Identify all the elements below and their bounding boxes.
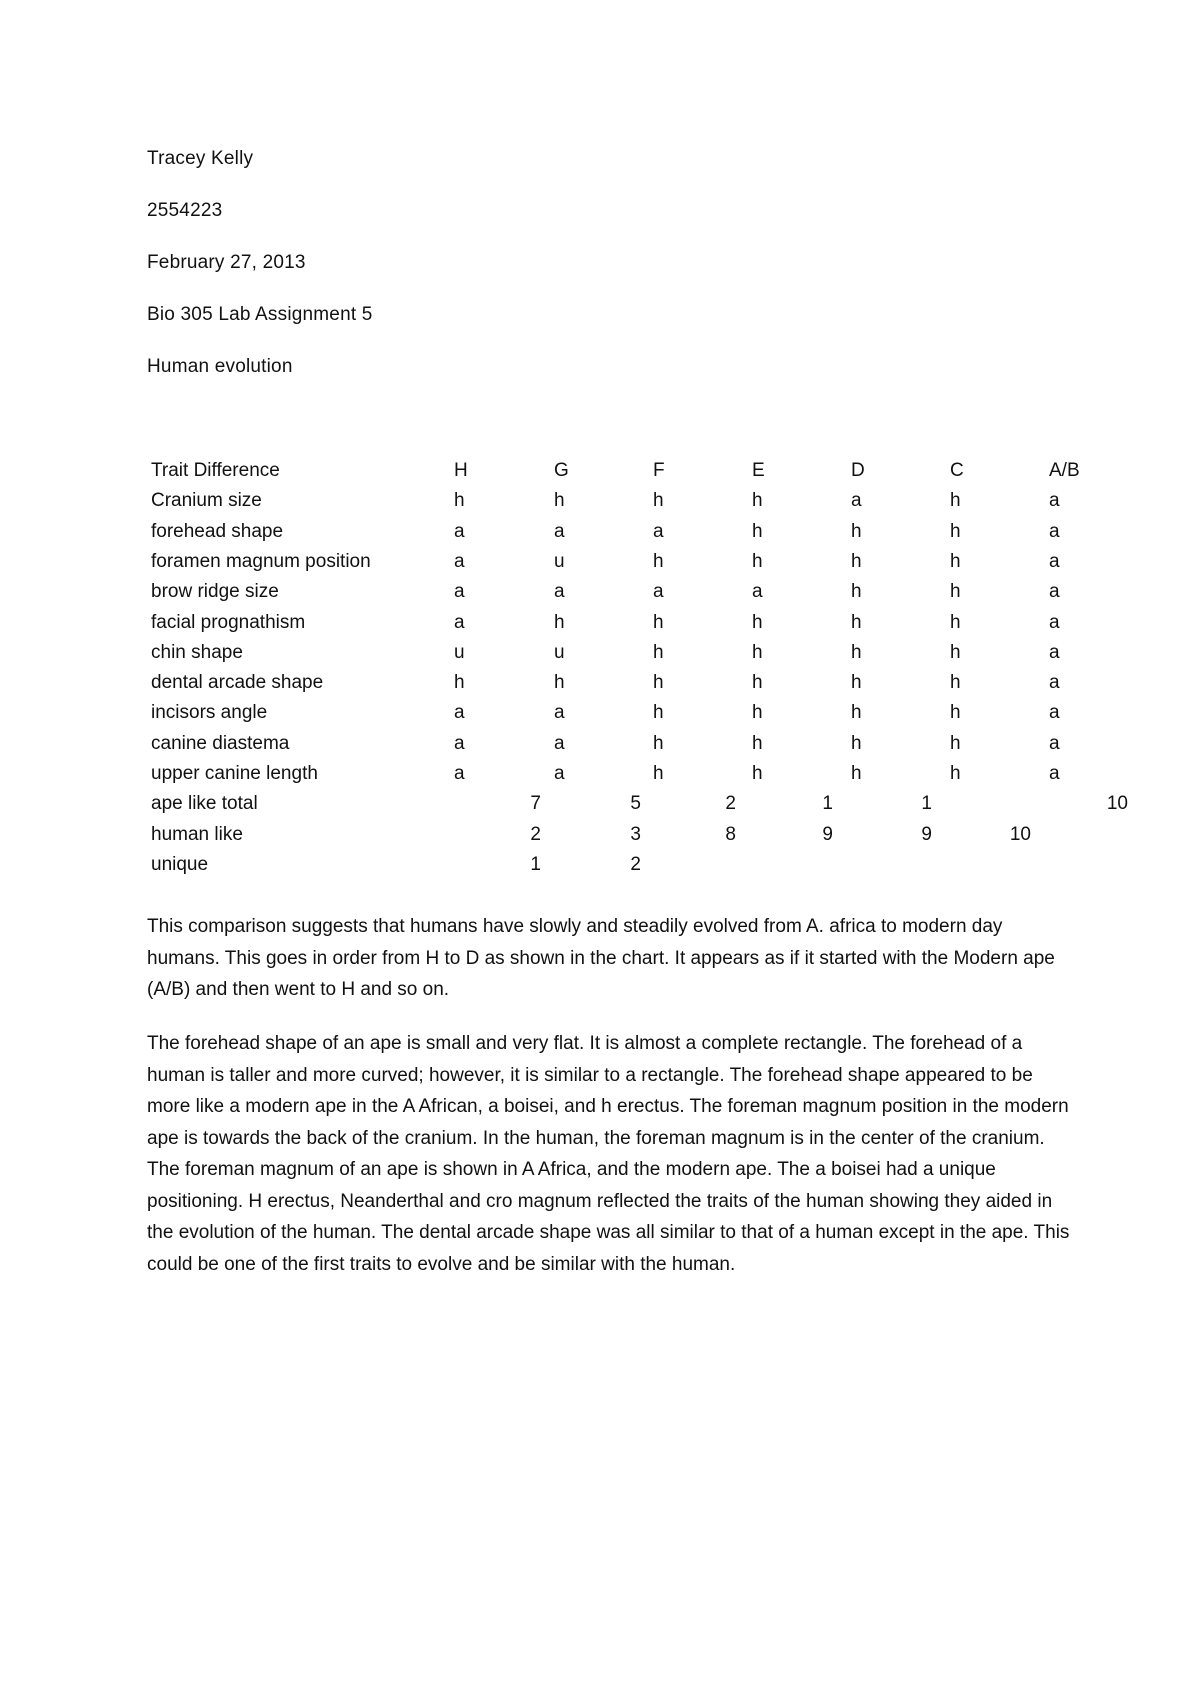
total-value: 7 [530,793,541,815]
paragraph-summary: This comparison suggests that humans have slowly and steadily evolved from A. africa to modern day humans. This goes in order from H to D as shown in the chart. It appears as if it started with the Modern ape (A/B) and then went to H and so on. [147,916,1055,1000]
trait-value: a [454,550,465,572]
trait-value: h [653,702,664,724]
trait-value: h [950,641,961,663]
trait-value: a [554,732,565,754]
trait-value: a [851,490,862,512]
trait-name: upper canine length [151,763,318,784]
trait-value: h [752,611,763,633]
trait-value: a [1049,732,1060,754]
trait-value: a [454,611,465,633]
trait-value: a [554,520,565,542]
trait-value: h [554,672,565,694]
total-value: 8 [725,823,736,845]
trait-value: h [851,550,862,572]
trait-value: a [1049,581,1060,603]
table-header-column: C [950,460,964,481]
trait-value: h [950,611,961,633]
total-value: 2 [630,853,641,875]
trait-value: a [1049,611,1060,633]
trait-name: forehead shape [151,520,284,542]
trait-value: h [653,763,664,784]
total-value: 1 [530,853,541,875]
trait-name: incisors angle [151,702,268,724]
trait-value: h [653,611,664,633]
trait-value: h [653,550,664,572]
trait-name: canine diastema [151,732,290,754]
table-header-column: D [851,460,865,481]
student-id: 2554223 [147,200,223,221]
total-value: 10 [1009,823,1031,845]
trait-value: h [752,732,763,754]
trait-value: a [454,702,465,724]
trait-value: a [554,763,565,784]
trait-value: a [1049,550,1060,572]
trait-value: a [653,520,664,542]
trait-value: h [851,641,862,663]
trait-value: h [950,550,961,572]
total-label: human like [151,823,243,845]
trait-value: a [1049,641,1060,663]
table-header-column: G [554,460,569,481]
course-title: Bio 305 Lab Assignment 5 [147,304,373,325]
trait-value: h [950,581,961,603]
trait-name: brow ridge size [151,581,279,603]
trait-value: a [554,581,565,603]
trait-value: h [454,672,465,694]
author-name: Tracey Kelly [147,148,254,169]
trait-value: h [752,702,763,724]
total-value: 5 [630,793,641,815]
trait-value: h [851,702,862,724]
trait-value: a [454,763,465,784]
total-label: ape like total [151,793,258,815]
table-header-column: H [454,460,468,481]
trait-value: a [554,702,565,724]
trait-value: u [454,641,465,663]
total-value: 9 [822,823,833,845]
trait-value: h [653,672,664,694]
trait-value: h [752,641,763,663]
trait-value: h [950,732,961,754]
trait-value: h [851,732,862,754]
trait-value: h [752,763,763,784]
trait-value: a [1049,672,1060,694]
total-value: 2 [530,823,541,845]
trait-value: a [653,581,664,603]
trait-name: chin shape [151,641,243,663]
total-value: 1 [822,793,833,815]
trait-name: Cranium size [151,490,262,512]
trait-value: h [851,611,862,633]
total-value: 10 [1106,793,1128,815]
total-value: 2 [725,793,736,815]
paragraph-analysis: The forehead shape of an ape is small and very flat. It is almost a complete rectangle. The forehead of a human is taller and more curved; however, it is similar to a rectangle. The forehead shape appeared to be more like a modern ape in the A African, a boisei, and h erectus. The foreman magnum position in the modern ape is towards the back of the cranium. In the human, the foreman magnum is in the center of the cranium. The foreman magnum of an ape is shown in A Africa, and the modern ape. The a boisei had a unique positioning. H erectus, Neanderthal and cro magnum reflected the traits of the human showing they aided in the evolution of the human. The dental arcade shape was all similar to that of a human except in the ape. This could be one of the first traits to evolve and be similar with the human. [147,1033,1070,1275]
table-header-column: A/B [1049,460,1080,481]
trait-value: h [554,611,565,633]
trait-value: h [950,520,961,542]
trait-value: h [554,490,565,512]
trait-value: h [752,490,763,512]
total-value: 1 [921,793,932,815]
trait-value: h [653,732,664,754]
trait-value: h [950,490,961,512]
table-header-column: F [653,460,665,481]
total-label: unique [151,853,209,875]
trait-value: a [752,581,763,603]
trait-name: foramen magnum position [151,550,371,572]
trait-value: h [851,520,862,542]
total-value: 9 [921,823,932,845]
trait-value: h [752,520,763,542]
trait-value: h [950,702,961,724]
trait-name: dental arcade shape [151,672,324,694]
trait-value: h [454,490,465,512]
document-date: February 27, 2013 [147,252,306,273]
trait-value: u [554,641,565,663]
trait-value: h [851,672,862,694]
trait-value: h [950,672,961,694]
trait-value: a [454,520,465,542]
trait-name: facial prognathism [151,611,306,633]
document-topic: Human evolution [147,356,293,377]
trait-value: h [653,490,664,512]
trait-value: u [554,550,565,572]
trait-value: h [653,641,664,663]
table-header-trait: Trait Difference [151,460,280,481]
trait-value: h [851,763,862,784]
total-value: 3 [630,823,641,845]
trait-value: a [454,732,465,754]
trait-value: h [752,672,763,694]
trait-value: a [1049,702,1060,724]
trait-value: a [454,581,465,603]
trait-value: h [851,581,862,603]
trait-value: h [752,550,763,572]
trait-value: h [950,763,961,784]
trait-value: a [1049,490,1060,512]
trait-value: a [1049,763,1060,784]
table-header-column: E [752,460,765,481]
trait-value: a [1049,520,1060,542]
